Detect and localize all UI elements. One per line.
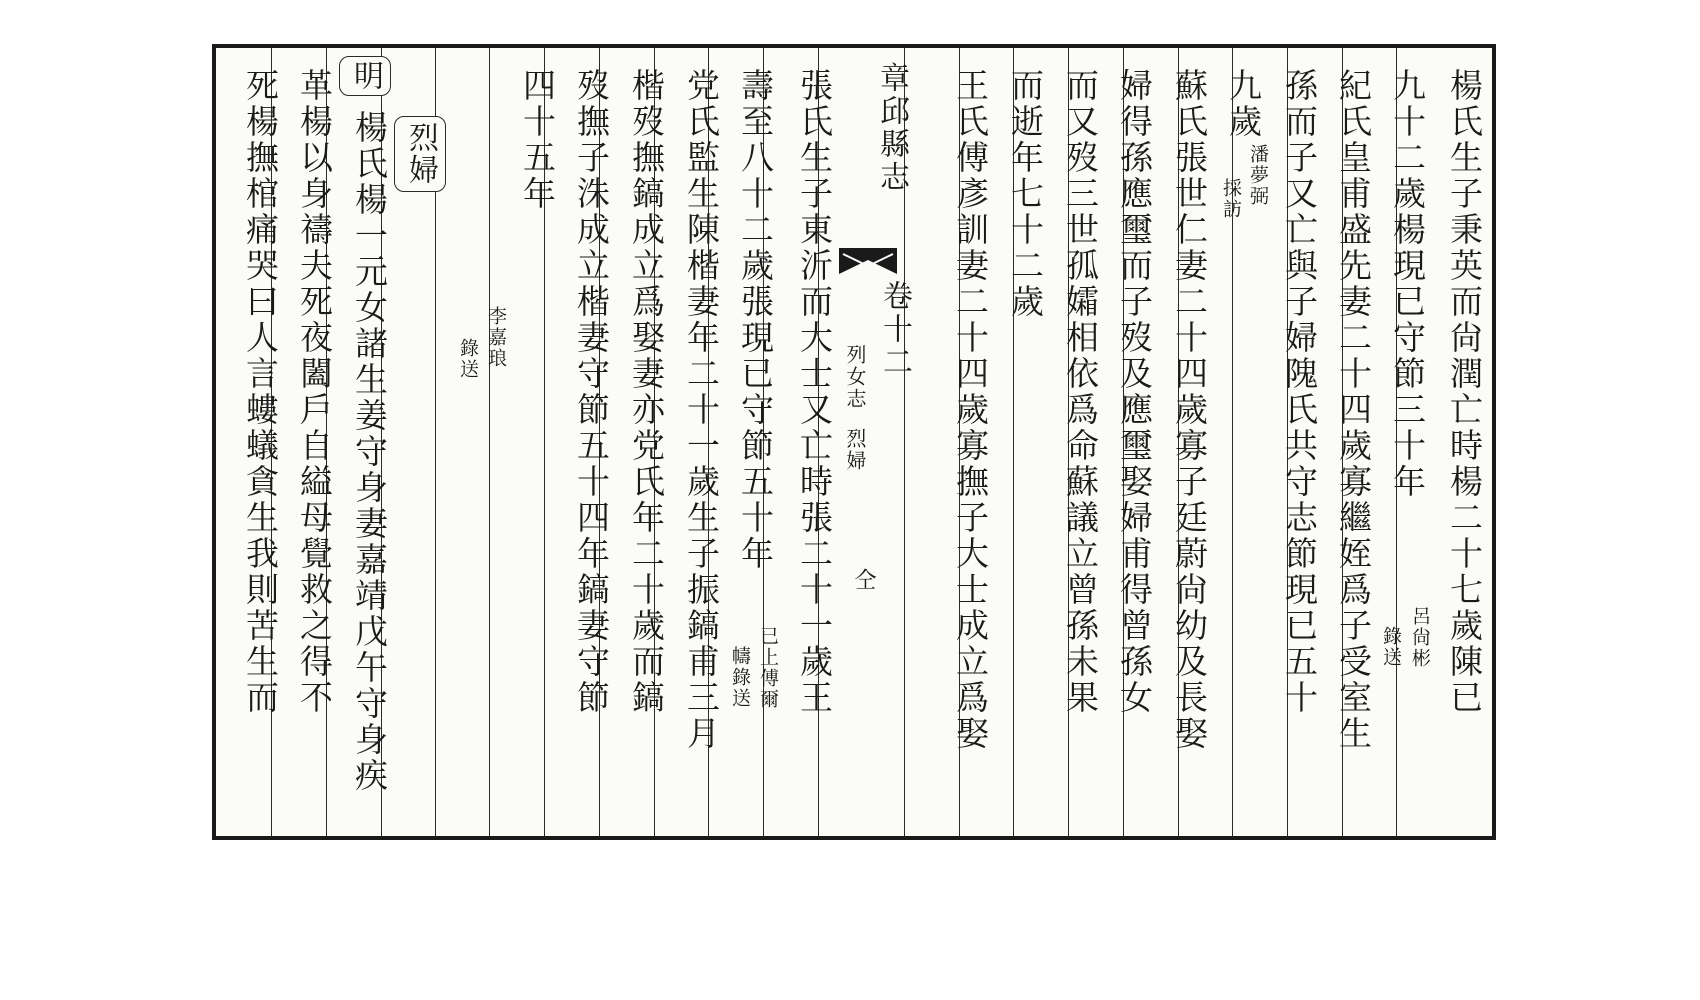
text-column: 孫而子又亡與子婦隗氏共守志節現已五十	[1280, 68, 1319, 716]
page-label: 仝	[851, 568, 876, 592]
column-rule	[489, 48, 490, 836]
category-heading: 烈婦	[394, 116, 446, 192]
text-column: 革楊以身禱夫死夜闔戶自縊母覺救之得不	[295, 68, 334, 716]
attribution-note: 潘夢弼	[1247, 144, 1269, 207]
text-column: 党氏監生陳楷妻年二十一歲生子振鎬甫三月	[682, 68, 721, 752]
text-column: 歿撫子洙成立楷妻守節五十四年鎬妻守節	[572, 68, 611, 716]
attribution-note: 錄送	[457, 338, 479, 380]
attribution-note: 錄送	[1380, 626, 1402, 668]
attribution-note: 已上傅爾	[757, 626, 779, 710]
attribution-note: 幬錄送	[729, 646, 751, 709]
text-column: 張氏生子東沂而大士又亡時張二十一歲王	[795, 68, 834, 716]
fishtail-mark	[839, 248, 897, 274]
text-column: 楊氏生子秉英而尙潤亡時楊二十七歲陳已	[1445, 68, 1484, 716]
text-column: 四十五年	[518, 68, 557, 212]
text-column: 楷歿撫鎬成立爲娶妻亦党氏年二十歲而鎬	[627, 68, 666, 716]
text-column: 而又歿三世孤孀相依爲命蘇議立曾孫未果	[1061, 68, 1100, 716]
text-column: 九歲	[1224, 68, 1263, 140]
text-column: 楊氏楊一元女諸生姜守身妻嘉靖戊午守身疾	[350, 110, 389, 794]
section-label: 列女志	[843, 344, 867, 410]
document-page	[212, 44, 1496, 840]
text-column: 九十二歲楊現已守節三十年	[1388, 68, 1427, 500]
text-column: 而逝年七十二歲	[1006, 68, 1045, 320]
dynasty-heading: 明	[339, 56, 391, 96]
volume-label: 卷十二	[877, 280, 912, 379]
text-column: 王氏傅彥訓妻二十四歲寡撫子大士成立爲娶	[951, 68, 990, 752]
text-column: 婦得孫應璽而子歿及應璽娶婦甫得曾孫女	[1115, 68, 1154, 716]
book-title: 章邱縣志	[874, 62, 909, 194]
section-label: 烈婦	[843, 428, 867, 472]
text-column: 紀氏皇甫盛先妻二十四歲寡繼姪爲子受室生	[1334, 68, 1373, 752]
text-column: 死楊撫棺痛哭曰人言螻蟻貪生我則苦生而	[241, 68, 280, 716]
attribution-note: 採訪	[1220, 178, 1242, 220]
text-column: 蘇氏張世仁妻二十四歲寡子廷蔚尙幼及長娶	[1170, 68, 1209, 752]
attribution-note: 李嘉琅	[485, 306, 507, 369]
text-column: 壽至八十二歲張現已守節五十年	[736, 68, 775, 572]
attribution-note: 呂尙彬	[1409, 606, 1431, 669]
